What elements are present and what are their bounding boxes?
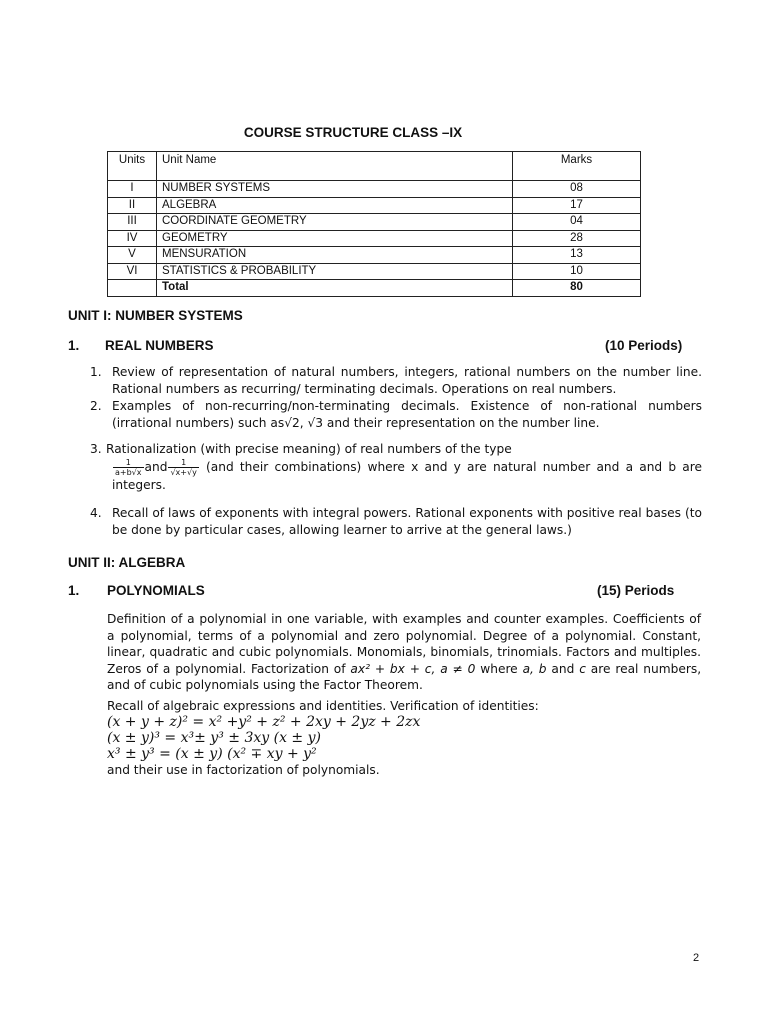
cell-unit: III — [108, 214, 157, 231]
list-item-number: 4. — [90, 506, 102, 520]
unit-1-topic-periods: (10 Periods) — [605, 338, 683, 353]
sqrt-3-symbol: √3 — [307, 415, 324, 430]
text-segment: and their representation on the number line. — [326, 415, 600, 430]
cell-unit-name: NUMBER SYSTEMS — [157, 181, 513, 198]
cell-unit-empty — [108, 280, 157, 297]
list-item-text-line2 — [112, 458, 702, 493]
table-row — [108, 197, 641, 214]
cell-total-marks: 80 — [513, 280, 641, 297]
quadratic-expression: ax² + bx + c, a ≠ 0 — [350, 661, 476, 676]
list-item — [90, 364, 702, 397]
col-header-marks: Marks — [513, 152, 641, 181]
cell-unit-name: GEOMETRY — [157, 230, 513, 247]
fraction-1: $\frac{1}{a+b√x}$ — [115, 457, 142, 477]
list-item-number: 2. — [90, 399, 102, 413]
cell-marks: 28 — [513, 230, 641, 247]
cell-unit-name: STATISTICS & PROBABILITY — [157, 263, 513, 280]
page-title: COURSE STRUCTURE CLASS –IX — [243, 125, 463, 140]
cell-total-label: Total — [157, 280, 513, 297]
fraction-2: $\frac{1}{√x+√y}$ — [170, 457, 197, 477]
list-item-text: Recall of laws of exponents with integral powers. Rational exponents with positive real bases (to be done by particular cases, allowing learner to arrive at the general laws.) — [112, 506, 702, 537]
cell-unit-name: MENSURATION — [157, 247, 513, 264]
table-total-row — [108, 280, 641, 297]
unit-2-topic-periods: (15) Periods — [597, 583, 675, 598]
table-row — [108, 230, 641, 247]
cell-unit: I — [108, 181, 157, 198]
course-structure-table — [107, 151, 641, 297]
list-item-text-line1: Rationalization (with precise meaning) of real numbers of the type — [106, 442, 512, 456]
paragraph-identities-intro: Recall of algebraic expressions and identities. Verification of identities: — [107, 699, 539, 713]
cell-unit: VI — [108, 263, 157, 280]
cell-unit: V — [108, 247, 157, 264]
page-number: 2 — [693, 952, 700, 964]
cell-unit-name: COORDINATE GEOMETRY — [157, 214, 513, 231]
list-item-number: 1. — [90, 365, 102, 379]
cell-marks: 08 — [513, 181, 641, 198]
cell-marks: 13 — [513, 247, 641, 264]
unit-1-topic-number: 1. — [68, 338, 80, 353]
cell-unit: II — [108, 197, 157, 214]
text-segment: (and their combinations) where x and y are natural number and a and b are integers. — [112, 459, 702, 492]
cell-unit-name: ALGEBRA — [157, 197, 513, 214]
list-item-text — [112, 398, 702, 431]
cell-marks: 04 — [513, 214, 641, 231]
cell-marks: 10 — [513, 263, 641, 280]
list-item — [90, 441, 702, 493]
unit-1-topic-title: REAL NUMBERS — [105, 338, 214, 353]
list-item — [90, 505, 702, 538]
text-segment: Examples of non-recurring/non-terminating decimals. Existence of non-rational numbers (irrational numbers) such as — [112, 399, 702, 430]
identity-1: (x + y + z)² = x² +y² + z² + 2xy + 2yz + 2zx — [107, 714, 421, 730]
paragraph-factorization: and their use in factorization of polynomials. — [107, 763, 380, 777]
unit-1-heading: UNIT I: NUMBER SYSTEMS — [68, 308, 243, 323]
identity-3: x³ ± y³ = (x ± y) (x² ∓ xy + y² — [107, 746, 317, 762]
table-row — [108, 247, 641, 264]
table-row — [108, 263, 641, 280]
cell-marks: 17 — [513, 197, 641, 214]
cell-unit: IV — [108, 230, 157, 247]
table-header-row — [108, 152, 641, 181]
col-header-unit-name: Unit Name — [157, 152, 513, 181]
list-item-text: Review of representation of natural numbers, integers, rational numbers on the number line. Rational numbers as recurring/ terminating decimals. Operations on real numbers. — [112, 365, 702, 396]
unit-2-topic-title: POLYNOMIALS — [107, 583, 205, 598]
text-and: and — [144, 459, 168, 474]
unit-2-heading: UNIT II: ALGEBRA — [68, 555, 186, 570]
table-row — [108, 214, 641, 231]
col-header-units: Units — [108, 152, 157, 181]
table-row — [108, 181, 641, 198]
sqrt-2-symbol: √2, — [284, 415, 304, 430]
unit-2-topic-number: 1. — [68, 583, 80, 598]
list-item — [90, 398, 702, 431]
paragraph-polynomials: Definition of a polynomial in one variable, with examples and counter examples. Coefficients of a polynomial, terms of a polynomial and zero polynomial. Degree of a polynomial. Constant, linear, quadratic and cubic polynomials. Monomials, binomials, trinomials. Factors and multiples. Zeros of a polynomial. Factorization of ax² + bx + c, a ≠ 0 where a, b and c are real numbers, and of cubic polynomials using the Factor Theorem. — [107, 612, 702, 692]
identity-2: (x ± y)³ = x³± y³ ± 3xy (x ± y) — [107, 730, 321, 746]
list-item-number: 3. — [90, 442, 102, 456]
